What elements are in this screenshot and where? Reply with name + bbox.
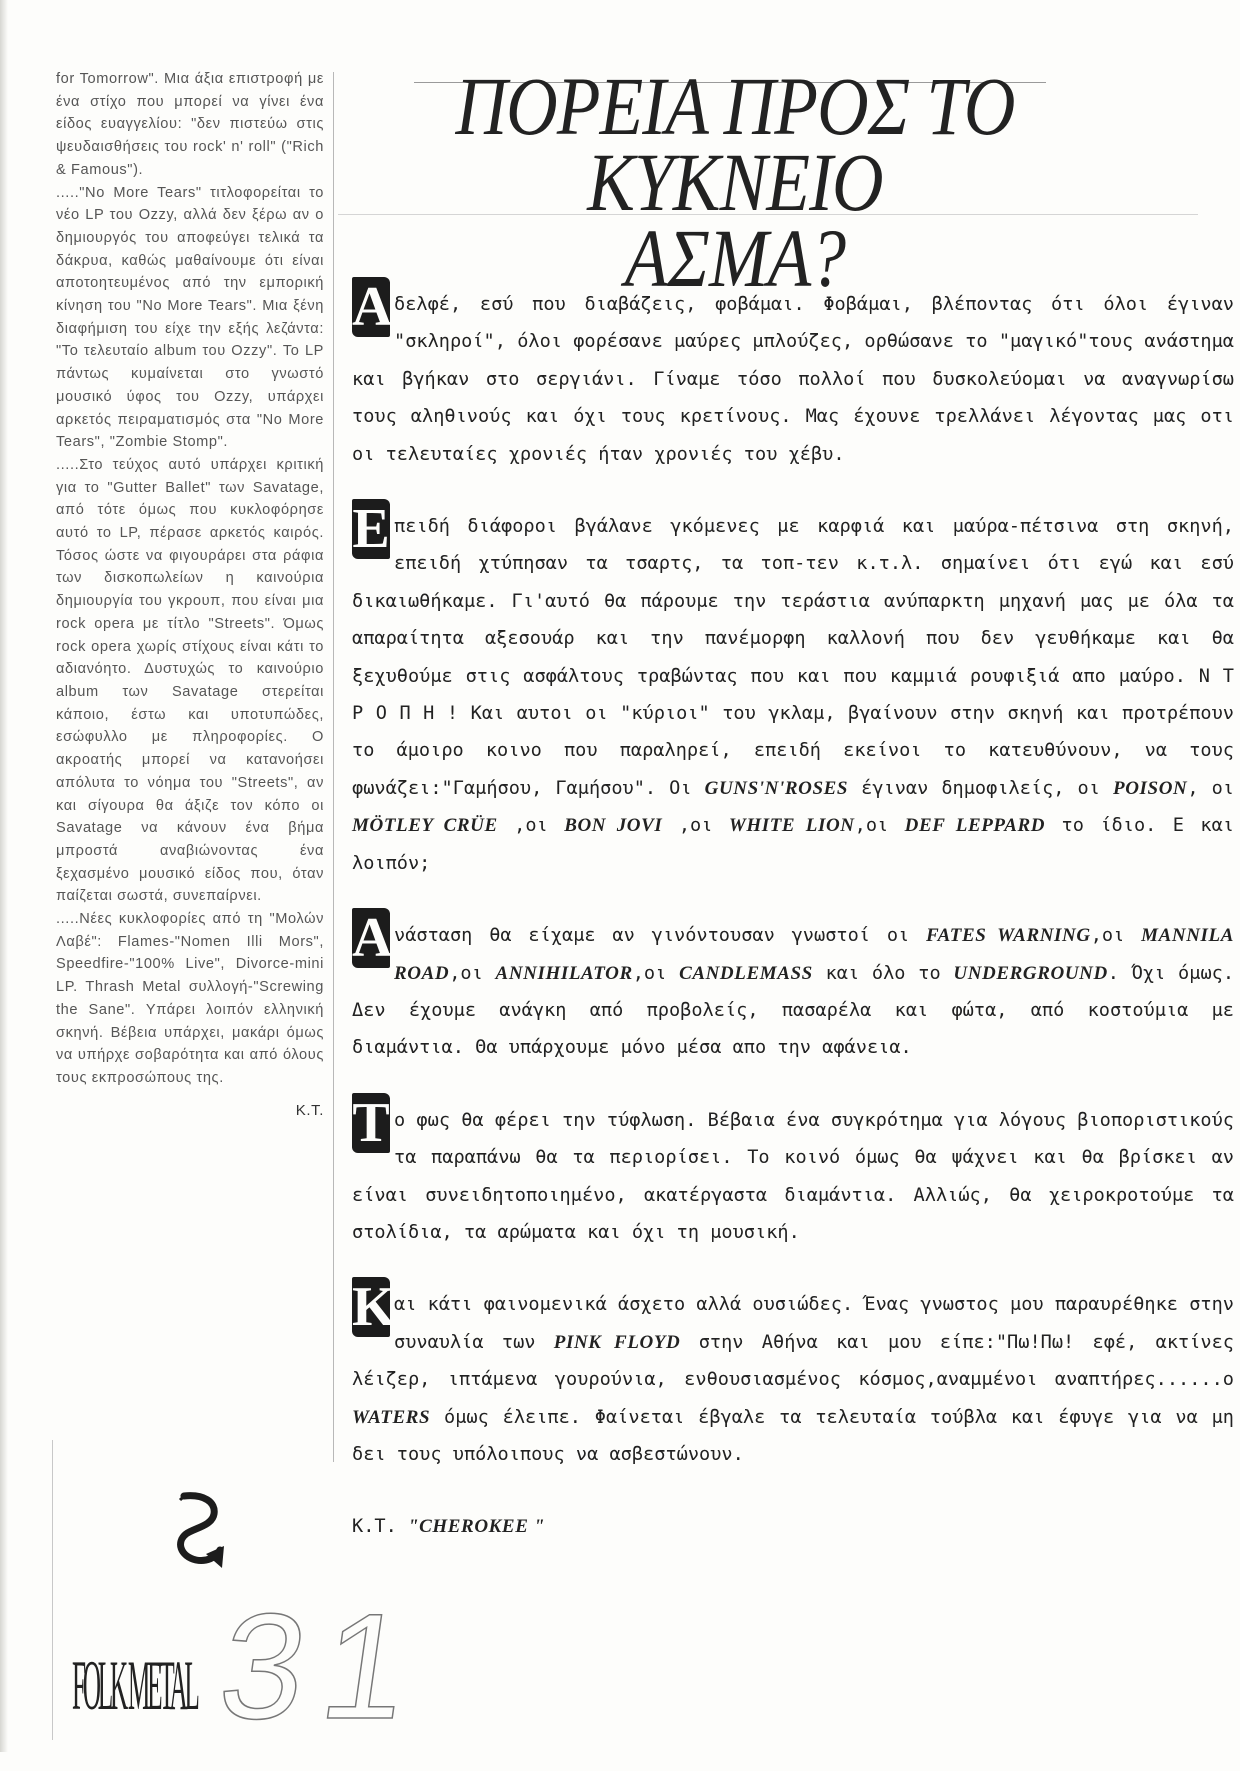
article-paragraph-2 [352,498,1235,882]
paragraph-2-text-e: ,οι [662,815,729,837]
page-edge-shadow [0,0,8,1752]
paragraph-2-text-a: πειδή διάφοροι βγάλανε γκόμενες με καρφιά και μαύρα-πέτσινα στη σκηνή, επειδή χτύπησαν τα τσαρτς, τα τοπ-τεν κ.τ.λ. σημαίνει ότι εγώ και εσύ δικαιωθήκαμε. Γι'αυτό θα πάρουμε την τεράστια ανύπαρκτη μηχανή μας με όλα τα απαραίτητα αξεσουάρ και την πανέμορφη καλλονή που δεν γευθήκαμε και θα ξεχυθούμε στις ασφάλτους τραβώντας που και που καμμιά ρουφιξιά απο μαύρο. Ν Τ Ρ Ο Π Η ! Και αυτοι οι "κύριοι" του γκλαμ, βγαίνουν στην σκηνή και προτρέπουν το άμοιρο κοινο που παραληρεί, επειδή εκείνοι το κατευθύνουν, να τους φωνάζει:"Γαμήσου, Γαμήσου". Οι [352,516,1234,799]
paragraph-3-text-e: και όλο το [812,962,954,984]
sidebar-paragraph-1: for Tomorrow". Μια άξια επιστροφή με ένα στίχο που μπορεί να γίνει ένα είδος ευαγγελίου: "δεν πιστεύω στις ψευδαισθήσεις του rock' n' roll" ("Rich & Famous"). [56,71,324,178]
band-name: MANNILA ROAD [394,925,1234,984]
paragraph-2-text-b: έγιναν δημοφιλείς, οι [848,777,1114,799]
article-paragraph-1 [352,276,1234,473]
dropcap-epsilon: Ε [352,498,390,561]
paragraph-5-text-a: αι κάτι φαινομενικά άσχετο αλλά ουσιώδες. Ένας γνωστος μου παραυρέθηκε στην συναυλία των [394,1294,1234,1353]
page-number: 31 [210,1582,437,1750]
dropcap-alpha: Α [352,276,393,338]
paragraph-3-text-b: ,οι [1090,925,1142,947]
band-name: BON JOVI [564,815,663,837]
band-name: DEF LEPPARD [904,815,1046,837]
paragraph-2-text-d: ,οι [497,815,565,837]
paragraph-4-text: ο φως θα φέρει την τύφλωση. Βέβαια ένα συγκρότημα για λόγους βιοποριστικούς τα παραπάνω θα τα περιορίσει. Το κοινό όμως θα ψάχνει και θα βρίσκει αν είναι συνειδητοποιημένο, ακατέργαστα διαμάντια. Αλλιώς, θα χειροκροτούμε τα στολίδια, τα αρώματα και όχι τη μουσική. [352,1109,1234,1243]
sidebar-paragraph-4: .....Νέες κυκλοφορίες από τη "Μολών Λαβέ": Flames-"Nomen Illi Mors", Speedfire-"100% Live", Divorce-mini LP. Thrash Metal συλλογή-"Screwing the Sane". Υπάρει λοιπόν ελληνική σκηνή. Βέβεια υπάρχει, μακάρι όμως να υπήρχε σοβαρότητα και από όλους τους εκπροσώπους της. [56,911,324,1086]
band-name: WATERS [352,1406,431,1428]
paragraph-2-text-g: το ίδιο. Ε και λοιπόν; [352,815,1234,874]
title-line-3: ΑΣΜΑ? [624,212,846,304]
band-name: FATES WARNING [926,925,1091,947]
article-title [395,60,1074,304]
paragraph-3-text-c: ,οι [449,962,496,984]
paragraph-3-text-d: ,οι [632,962,680,984]
paragraph-3-text-f: . Όχι όμως. Δεν έχουμε ανάγκη από προβολείς, πασαρέλα και φώτα, από κοστούμια με διαμάντια. Θα υπάρχουμε μόνο μέσα απο την αφάνεια. [352,962,1235,1059]
dropcap-alpha-2: Α [352,907,393,970]
band-name: GUNS'N'ROSES [704,777,849,799]
paragraph-5-text-c: όμως έλειπε. Φαίνεται έβγαλε τα τελευταία τούβλα και έφυγε για να μη δει τους υπόλοιπους να ασβεστώνουν. [352,1406,1234,1465]
article-paragraph-5 [352,1276,1235,1473]
dropcap-tau: Τ [352,1091,390,1154]
folk-metal-logo: FOLK METAL [72,1645,197,1725]
paragraph-1-text: δελφέ, εσύ που διαβάζεις, φοβάμαι. Φοβάμαι, βλέποντας ότι όλοι έγιναν "σκληροί", όλοι φορέσανε μαύρες μπλούζες, ορθώσανε το "μαγικό"τους ανάστημα και βγήκαν στο σεργιάνι. Γίναμε τόσο πολλοί που δυσκολεύομαι να αναγνωρίσω τους αληθινούς και όχι τους κρετίνους. Μας έχουνε τρελλάνει λέγοντας μας οτι οι τελευταίες χρονιές ήταν χρονιές του χέβυ. [352,294,1234,465]
paragraph-5-text-b: στην Αθήνα και μου είπε:"Πω!Πω! εφέ, ακτίνες λέιζερ, ιπτάμενα γουρούνια, ενθουσιασμένος κόσμος,αναμμένοι αναπτήρες......ο [352,1331,1235,1391]
paragraph-2-text-f: ,οι [854,815,905,837]
sidebar-paragraph-3: .....Στο τεύχος αυτό υπάρχει κριτική για το "Gutter Ballet" των Savatage, από τότε όμως που κυκλοφόρησε αυτό το LP, πέρασε αρκετός καιρός. Τόσος ώστε να φιγουράρει στα ράφια των δισκοπωλείων η καινούρια δημιουργία του γκρουπ, που είναι μια rock opera με τίτλο "Streets". Όμως rock opera χωρίς στίχους είναι κάτι το αδιανόητο. Δυστυχώς το καινούριο album των Savatage στερείται κάποιο, έστω και υποτυπώδες, εσώφυλλο με πληροφορίες. Ο ακροατής μπορεί να κατανοήσει απόλυτα το νόημα του "Streets", αν και σίγουρα θα άξιζε τον κόπο οι Savatage να κάνουν ένα βήμα μπροστά αναβιώνοντας ένα ξεχασμένο μουσικό είδος που, όταν παίζεται σωστά, συνεπαίρνει. [56,456,324,905]
article-paragraph-4 [352,1091,1234,1252]
band-name: UNDERGROUND [953,962,1108,984]
column-divider [333,72,334,1462]
band-name: MÖTLEY CRÜE [352,815,498,837]
article-credit [352,1508,1234,1545]
sidebar-signature: K.T. [295,1101,324,1119]
footer-divider [52,1440,53,1740]
band-name: ANNIHILATOR [495,962,633,984]
band-name: PINK FLOYD [553,1331,681,1353]
band-name: POISON [1113,777,1188,799]
credit-author: "CHEROKEE " [407,1516,545,1538]
sidebar-news-column [56,68,324,1122]
title-line-2: ΚΥΚΝΕΙΟ [587,136,883,228]
drinking-horn-icon [166,1488,228,1576]
title-line-1: ΠΟΡΕΙΑ ΠΡΟΣ ΤΟ [455,60,1015,152]
paragraph-3-text-a: νάσταση θα είχαμε αν γινόντουσαν γνωστοί οι [394,925,927,947]
article-body [352,276,1235,1546]
sidebar-paragraph-2: ....."No More Tears" τιτλοφορείται το νέο LP του Ozzy, αλλά δεν ξέρω αν ο δημιουργός του αποφεύγει τελικά τα δάκρυα, καθώς μαθαίνουμε ότι είναι αποτοητευμένος από την εμπορική κίνηση του "No More Tears". Μια ξένη διαφήμιση του είχε την εξής λεζάντα: "Το τελευταίο album του Ozzy". Το LP πάντως κυμαίνεται στο γνωστό μουσικό ύφος του Ozzy, υπάρχει αρκετός πειραματισμός στα "No More Tears", "Zombie Stomp". [56,184,324,451]
article-paragraph-3 [352,907,1235,1067]
dropcap-kappa: Κ [352,1276,396,1339]
credit-initials: K.T. [352,1516,408,1538]
paragraph-2-text-c: , οι [1187,777,1235,799]
band-name: WHITE LION [728,815,855,837]
band-name: CANDLEMASS [679,962,813,984]
